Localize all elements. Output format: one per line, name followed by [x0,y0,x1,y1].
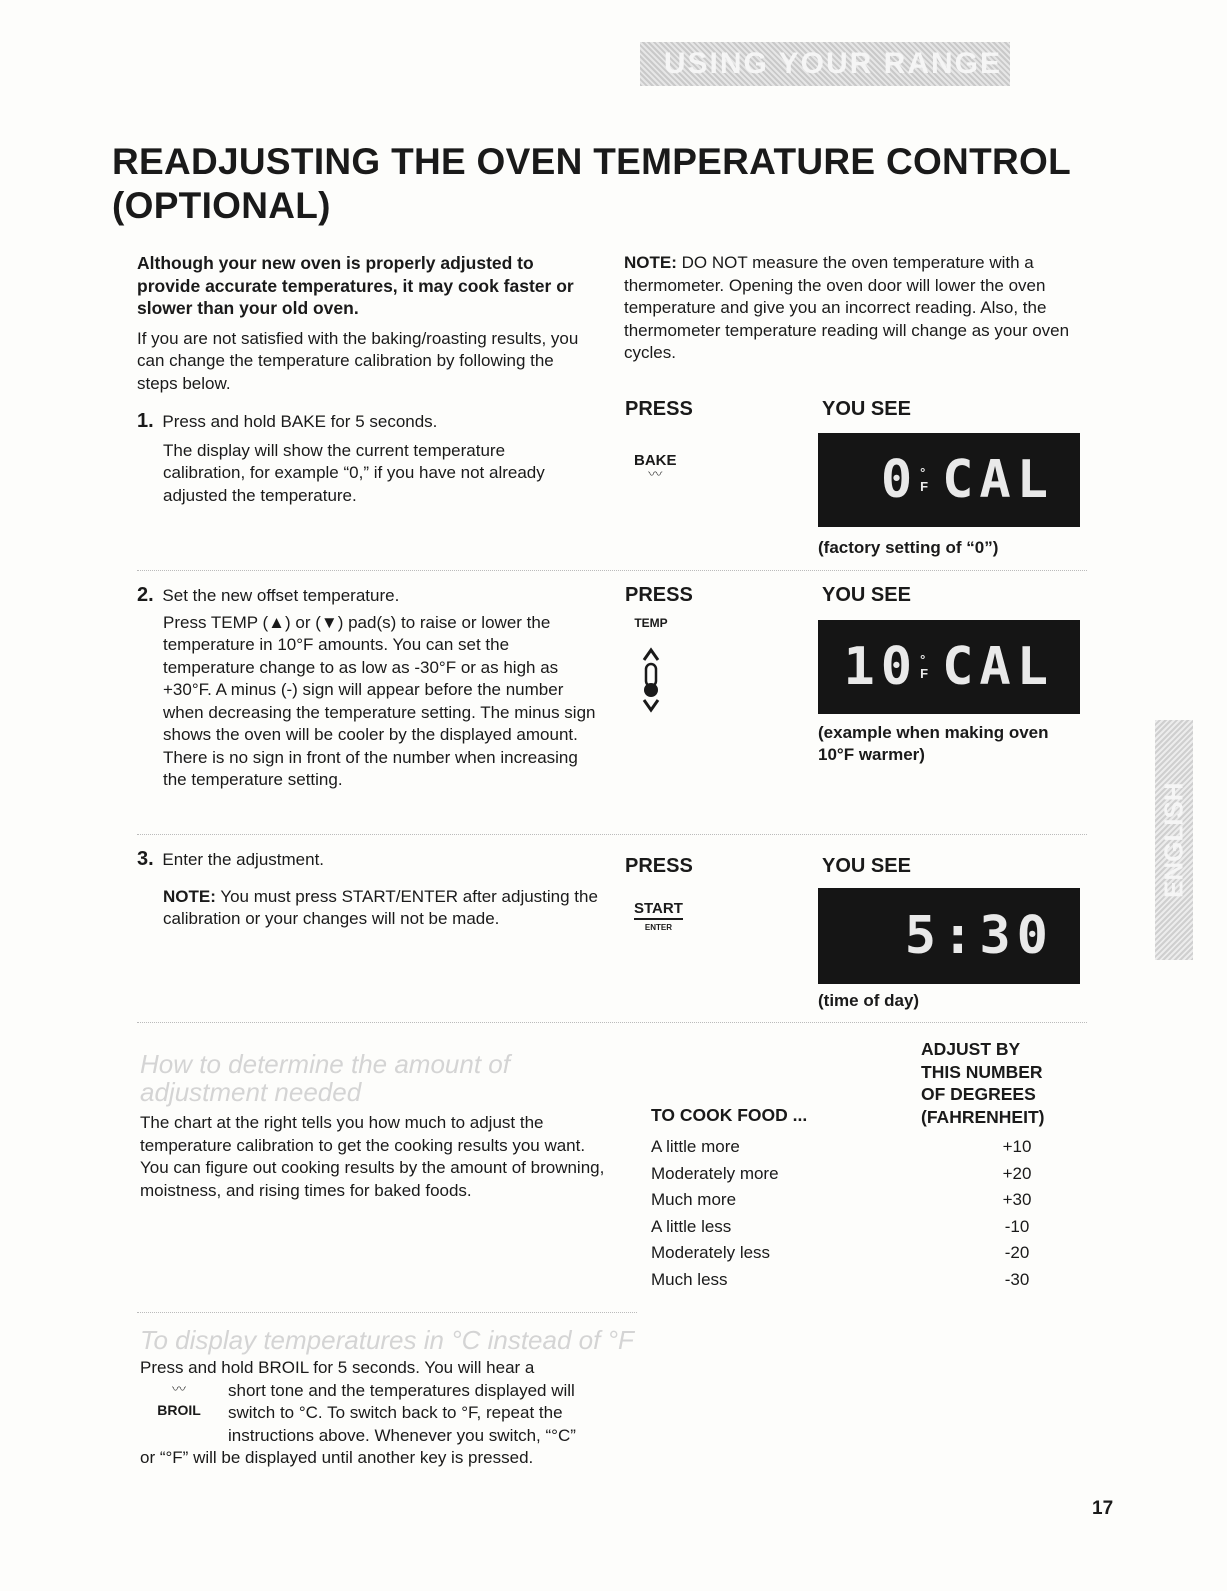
intro-block [137,252,597,395]
temp-key[interactable] [634,616,668,719]
table-cell-adjust: -30 [1004,1269,1030,1289]
table-cell-adjust: +20 [1002,1163,1032,1183]
wave-icon: 〰 [648,466,663,482]
press-column-label: PRESS [625,855,693,877]
table-cell-food: A little less [651,1216,732,1236]
adjustment-table [651,1038,1091,1298]
page-number: 17 [1092,1498,1114,1519]
thermometer-note [624,252,1086,365]
step-number: 1. [137,410,154,432]
table-row [651,1134,1091,1161]
oven-display-adjusted [818,620,1080,714]
display-caption: (factory setting of “0”) [818,538,999,557]
broil-key-label: BROIL [157,1402,201,1418]
step-number: 2. [137,584,154,606]
celsius-line: or “°F” will be displayed until another key is pressed. [140,1448,534,1467]
table-col2-header-line: (FAHRENHEIT) [921,1106,1045,1127]
display-unit: F [920,479,929,494]
table-row [651,1267,1091,1294]
determine-text: The chart at the right tells you how much to adjust the temperature calibration to get the cooking results you want. You can figure out cooking results by the amount of browning, moistness, and rising times for baked foods. [140,1113,605,1200]
intro-text: If you are not satisfied with the baking/roasting results, you can change the temperature calibration by following the steps below. [137,328,579,393]
display-value: 10 [843,637,919,697]
oven-display-calibration [818,433,1080,527]
step-note [163,886,603,931]
you-see-column-label: YOU SEE [822,584,911,606]
step-1 [137,410,597,507]
step-number: 3. [137,848,154,870]
table-col2-header [921,1038,1044,1128]
table-row [651,1240,1091,1267]
table-cell-adjust: -10 [1004,1216,1030,1236]
determine-section [140,1050,620,1202]
display-degree-unit [920,653,928,681]
step-note-text: You must press START/ENTER after adjusting the calibration or your changes will not be made. [163,886,598,928]
step-instruction: Enter the adjustment. [162,850,325,869]
step-2 [137,584,607,792]
step-3 [137,848,607,931]
celsius-line: switch to °C. To switch back to °F, repeat the [228,1403,563,1422]
celsius-line: instructions above. Whenever you switch, “°C” [228,1425,576,1445]
display-word: CAL [942,450,1054,510]
display-unit: F [920,666,929,681]
step-detail: The display will show the current temperature calibration, for example “0,” if you have not already adjusted the temperature. [163,440,545,505]
degree-symbol: ° [920,465,926,480]
you-see-column-label: YOU SEE [822,855,911,877]
oven-display-clock [818,888,1080,984]
bake-key[interactable] [634,452,677,482]
display-caption: (example when making oven 10°F warmer) [818,723,1049,764]
table-cell-food: Much less [651,1269,728,1289]
table-row [651,1214,1091,1241]
divider [137,1022,1087,1023]
table-cell-food: A little more [651,1137,740,1156]
degree-symbol: ° [920,652,926,667]
intro-bold-text: Although your new oven is properly adjusted to provide accurate temperatures, it may cook faster or slower than your old oven. [137,253,574,318]
enter-key-label: ENTER [644,923,672,932]
table-body [651,1134,1091,1293]
table-col2-header-line: THIS NUMBER [921,1061,1043,1082]
table-col2-header-line: ADJUST BY [921,1039,1021,1059]
table-cell-adjust: -20 [1004,1243,1030,1262]
display-degree-unit [920,466,928,494]
note-text: DO NOT measure the oven temperature with a thermometer. Opening the oven door will lower the oven temperature and give you an incorrect reading. Also, the thermometer temperature reading will change as your oven cycles. [624,253,1070,362]
table-cell-adjust: +10 [1002,1137,1032,1156]
table-col1-header: TO COOK FOOD ... [651,1105,808,1125]
step-instruction: Set the new offset temperature. [162,586,400,605]
determine-heading [140,1050,620,1106]
step-note-label: NOTE: [163,886,216,906]
divider [137,1312,637,1313]
determine-heading-line2: adjustment needed [140,1077,362,1107]
page-title: READJUSTING THE OVEN TEMPERATURE CONTROL (OPTIONAL) [112,141,1071,226]
step-instruction: Press and hold BAKE for 5 seconds. [162,412,438,431]
section-header-banner: USING YOUR RANGE [640,42,1010,86]
celsius-line: Press and hold BROIL for 5 seconds. You will hear a [140,1358,535,1377]
display-time: 5:30 [904,906,1054,966]
you-see-column-label: YOU SEE [822,398,911,420]
display-caption: (time of day) [818,991,920,1010]
broil-key[interactable] [146,1381,212,1418]
table-col2-header-line: OF DEGREES [921,1084,1036,1104]
table-cell-food: Much more [651,1190,737,1209]
display-word: CAL [942,637,1054,697]
start-key-label: START [634,900,683,920]
start-enter-key[interactable] [634,900,683,932]
table-row [651,1187,1091,1214]
note-label: NOTE: [624,253,677,272]
divider [137,570,1087,571]
determine-heading-line1: How to determine the amount of [140,1049,510,1079]
table-cell-food: Moderately more [651,1163,779,1183]
celsius-line: short tone and the temperatures displayed will [228,1380,575,1400]
press-column-label: PRESS [625,398,693,420]
table-cell-adjust: +30 [1002,1190,1032,1209]
table-row [651,1161,1091,1188]
celsius-heading: To display temperatures in °C instead of °F [140,1325,634,1355]
temp-key-label: TEMP [634,616,668,630]
language-side-tab: ENGLISH [1155,720,1193,960]
wave-icon: 〰 [172,1381,186,1397]
celsius-instructions [140,1357,660,1470]
display-value: 0 [880,450,919,510]
step-detail: Press TEMP (▲) or (▼) pad(s) to raise or lower the temperature in 10°F amounts. You can set the temperature change to as low as -30°F or as high as +30°F. A minus (-) sign will appear before the number when decreasing the temperature setting. The minus sign shows the oven will be cooler by the displayed amount. There is no sign in front of the number when increasing the temperature setting. [163,612,596,789]
temp-up-down-icon [636,630,666,714]
bake-key-label: BAKE [634,452,677,469]
press-column-label: PRESS [625,584,693,606]
divider [137,834,1087,835]
table-cell-food: Moderately less [651,1243,771,1262]
